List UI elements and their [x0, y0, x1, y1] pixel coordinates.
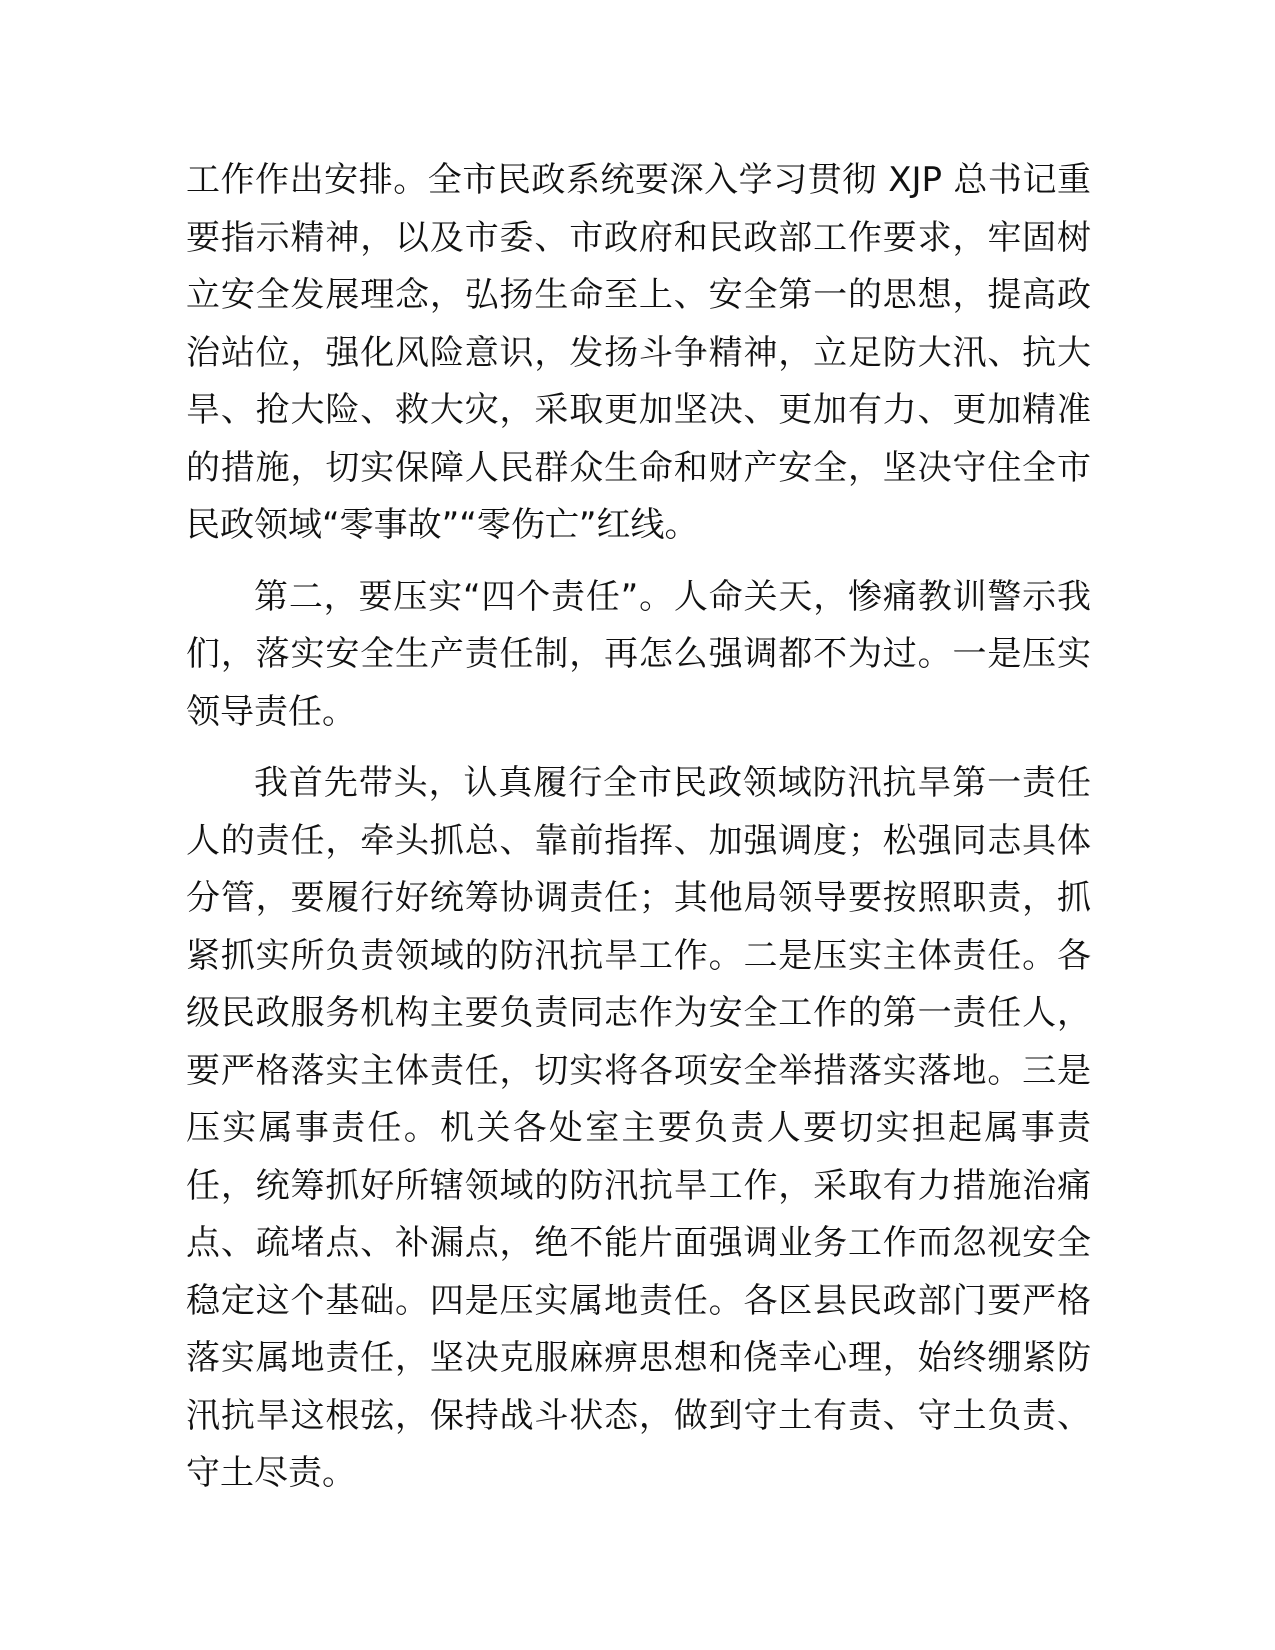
paragraph-2: 第二，要压实“四个责任”。人命关天，惨痛教训警示我们，落实安全生产责任制，再怎么强调都不为过。一是压实领导责任。 [186, 576, 1091, 732]
paragraph-1: 工作作出安排。全市民政系统要深入学习贯彻 XJP 总书记重要指示精神，以及市委、市政府和民政部工作要求，牢固树立安全发展理念，弘扬生命至上、安全第一的思想，提高政治站位，强化风险意识，发扬斗争精神，立足防大汛、抗大旱、抢大险、救大灾，采取更加坚决、更加有力、更加精准的措施，切实保障人民群众生命和财产安全，坚决守住全市民政领域“零事故”“零伤亡”红线。 [186, 160, 1091, 545]
document-body [186, 152, 1091, 1517]
paragraph-3: 我首先带头，认真履行全市民政领域防汛抗旱第一责任人的责任，牵头抓总、靠前指挥、加强调度；松强同志具体分管，要履行好统筹协调责任；其他局领导要按照职责，抓紧抓实所负责领域的防汛抗旱工作。二是压实主体责任。各级民政服务机构主要负责同志作为安全工作的第一责任人，要严格落实主体责任，切实将各项安全举措落实落地。三是压实属事责任。机关各处室主要负责人要切实担起属事责任，统筹抓好所辖领域的防汛抗旱工作，采取有力措施治痛点、疏堵点、补漏点，绝不能片面强调业务工作而忽视安全稳定这个基础。四是压实属地责任。各区县民政部门要严格落实属地责任，坚决克服麻痹思想和侥幸心理，始终绷紧防汛抗旱这根弦，保持战斗状态，做到守土有责、守土负责、守土尽责。 [186, 763, 1091, 1493]
